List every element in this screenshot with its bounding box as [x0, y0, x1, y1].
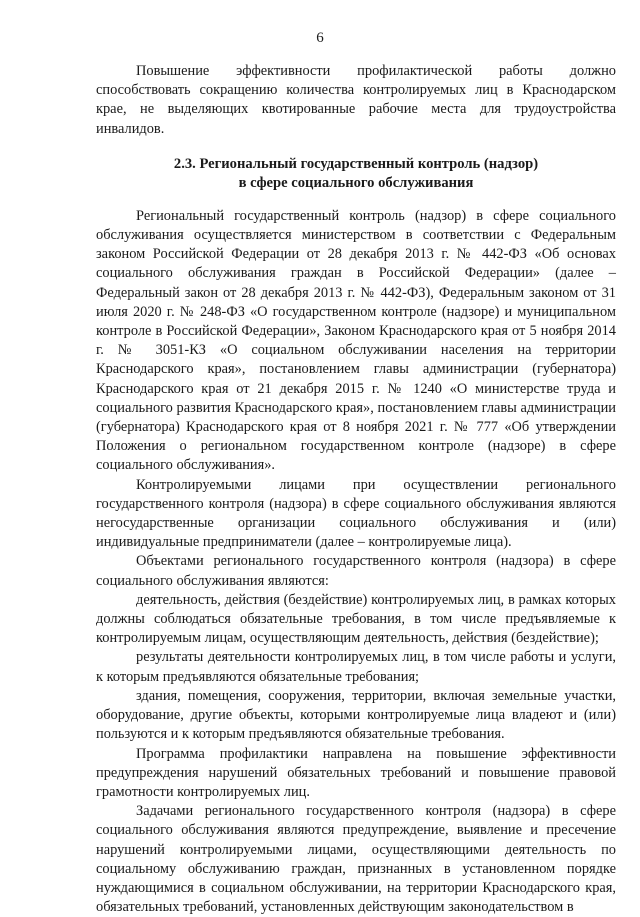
- paragraph-object-activity: деятельность, действия (бездействие) контролируемых лиц, в рамках которых должны соблюдаться обязательные требования, в том числе предъявляемые к контролируемым лицам, осуществляющим деятельность, действия (бездействие);: [96, 591, 616, 647]
- section-heading: [96, 155, 616, 193]
- paragraph-object-results: результаты деятельности контролируемых лиц, в том числе работы и услуги, к которым предъявляются обязательные требования;: [96, 649, 616, 685]
- section-heading-line-2: в сфере социального обслуживания: [238, 174, 474, 191]
- paragraph-control-tasks: Задачами регионального государственного контроля (надзора) в сфере социального обслуживания являются предупреждение, выявление и пресечение нарушений контролируемыми лицами, осуществляющими деятельность по социальному обслуживанию граждан, признанных в установленном порядке нуждающимися в социальном обслуживании, на территории Краснодарского края, обязательных требований, установленных действующим законодательством в: [96, 803, 616, 916]
- page-content: [96, 62, 616, 917]
- section-heading-line-1: 2.3. Региональный государственный контроль (надзор): [173, 155, 539, 172]
- paragraph-legal-basis: Региональный государственный контроль (надзор) в сфере социального обслуживания осуществляется министерством в соответствии с Федеральным законом Российской Федерации от 28 декабря 2013 г. № 442-ФЗ «Об основах социального обслуживания граждан в Российской Федерации» (далее – Федеральный закон от 28 декабря 2013 г. № 442-ФЗ), Федеральным законом от 31 июля 2020 г. № 248-ФЗ «О государственном контроле (надзоре) и муниципальном контроле в Российской Федерации», Законом Краснодарского края от 5 ноября 2014 г. № 3051-КЗ «О социальном обслуживании населения на территории Краснодарского края», постановлением главы администрации (губернатора) Краснодарского края от 21 декабря 2015 г. № 1240 «О министерстве труда и социального развития Краснодарского края», постановлением главы администрации (губернатора) Краснодарского края от 8 ноября 2021 г. № 777 «Об утверждении Положения о региональном государственном контроле (надзоре) в сфере социального обслуживания».: [96, 207, 616, 474]
- paragraph-controlled-persons: Контролируемыми лицами при осуществлении регионального государственного контроля (надзора) в сфере социального обслуживания являются негосударственные организации социального обслуживания и (или) индивидуальные предприниматели (далее – контролируемые лица).: [96, 476, 616, 551]
- intro-paragraph: Повышение эффективности профилактической работы должно способствовать сокращению количества контролируемых лиц в Краснодарском крае, не выделяющих квотированные рабочие места для трудоустройства инвалидов.: [96, 63, 616, 137]
- page-number: 6: [316, 30, 324, 46]
- paragraph-object-property: здания, помещения, сооружения, территории, включая земельные участки, оборудование, другие объекты, которыми контролируемые лица владеют и (или) пользуются и к которым предъявляются обязательные требования.: [96, 687, 616, 743]
- paragraph-program-goal: Программа профилактики направлена на повышение эффективности предупреждения нарушений обязательных требований и повышение правовой грамотности контролируемых лиц.: [96, 745, 616, 800]
- paragraph-control-objects: Объектами регионального государственного контроля (надзора) в сфере социального обслуживания являются:: [96, 553, 616, 589]
